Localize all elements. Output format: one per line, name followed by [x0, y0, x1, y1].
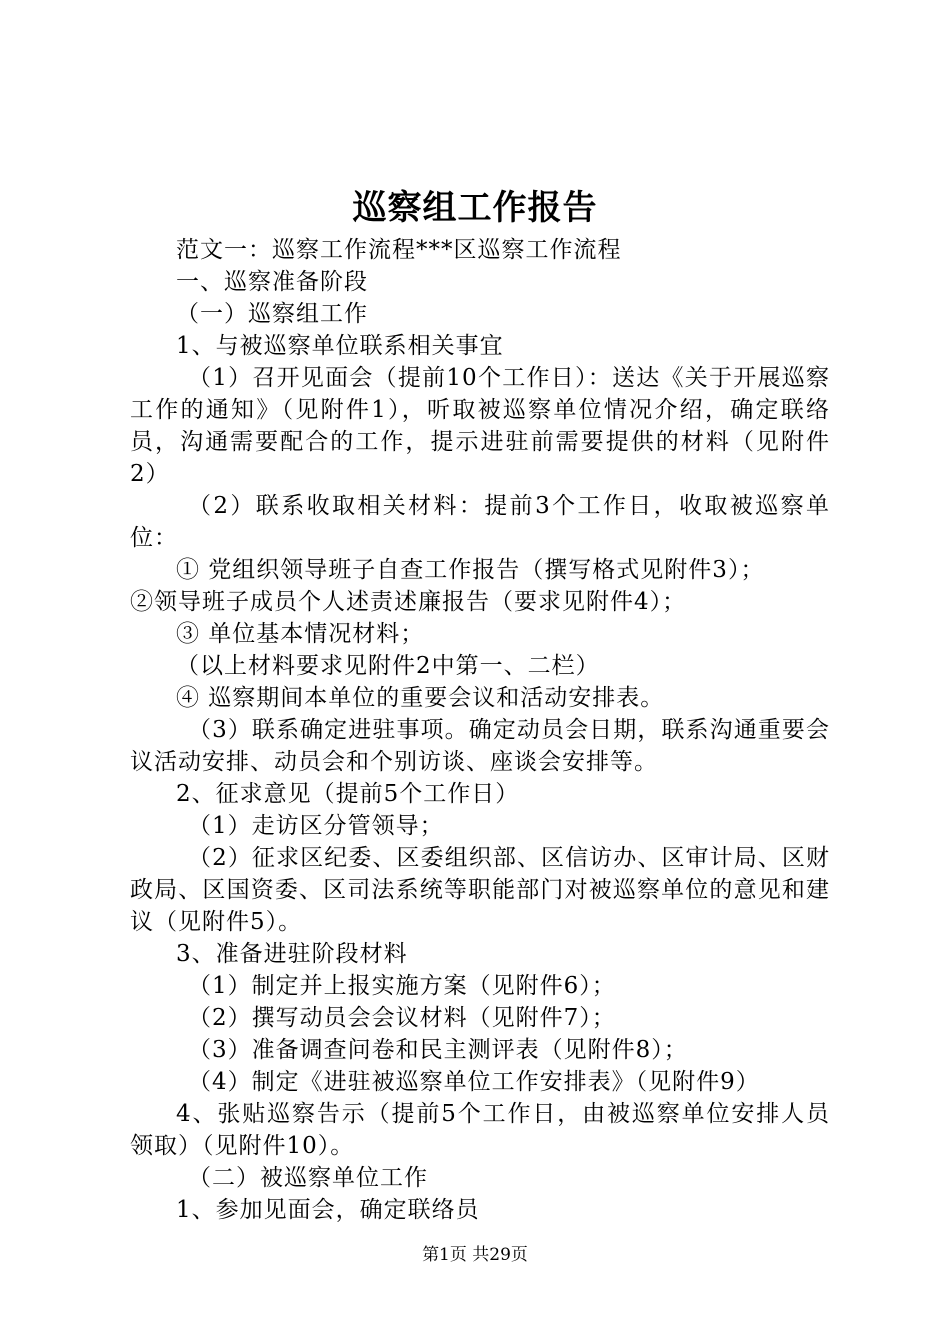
- paragraph: （2）征求区纪委、区委组织部、区信访办、区审计局、区财政局、区国资委、区司法系统等职能部门对被巡察单位的意见和建议（见附件5）。: [130, 845, 830, 935]
- paragraph: ③ 单位基本情况材料；: [176, 621, 425, 647]
- paragraph: ②领导班子成员个人述责述廉报告（要求见附件4）；: [130, 589, 687, 615]
- document-body: [130, 234, 830, 1226]
- paragraph: 一、巡察准备阶段: [176, 269, 368, 295]
- paragraph: （一）巡察组工作: [176, 301, 368, 327]
- paragraph: 3、准备进驻阶段材料: [176, 941, 408, 967]
- paragraph: 2、征求意见（提前5个工作日）: [176, 781, 520, 807]
- paragraph: （3）准备调查问卷和民主测评表（见附件8）；: [188, 1037, 688, 1063]
- paragraph: 1、与被巡察单位联系相关事宜: [176, 333, 504, 359]
- paragraph: 范文一：巡察工作流程***区巡察工作流程: [176, 237, 622, 263]
- paragraph: 4、张贴巡察告示（提前5个工作日，由被巡察单位安排人员领取）（见附件10）。: [130, 1101, 830, 1159]
- paragraph: （1）召开见面会（提前10个工作日）：送达《关于开展巡察工作的通知》（见附件1），听取被巡察单位情况介绍，确定联络员，沟通需要配合的工作，提示进驻前需要提供的材料（见附件2）: [130, 365, 830, 487]
- paragraph: 1、参加见面会，确定联络员: [176, 1197, 480, 1223]
- paragraph: （4）制定《进驻被巡察单位工作安排表》（见附件9）: [188, 1069, 760, 1095]
- paragraph: （2）撰写动员会会议材料（见附件7）；: [188, 1005, 616, 1031]
- paragraph: （1）走访区分管领导；: [188, 813, 444, 839]
- document-title: 巡察组工作报告: [352, 188, 598, 228]
- paragraph: （二）被巡察单位工作: [188, 1165, 428, 1191]
- paragraph: ① 党组织领导班子自查工作报告（撰写格式见附件3）；: [176, 557, 765, 583]
- paragraph: （1）制定并上报实施方案（见附件6）；: [188, 973, 616, 999]
- paragraph: （2）联系收取相关材料：提前3个工作日，收取被巡察单位：: [130, 493, 830, 551]
- page-footer: 第1页 共29页: [422, 1245, 528, 1265]
- paragraph: ④ 巡察期间本单位的重要会议和活动安排表。: [176, 685, 665, 711]
- paragraph: （3）联系确定进驻事项。确定动员会日期，联系沟通重要会议活动安排、动员会和个别访谈、座谈会安排等。: [130, 717, 830, 775]
- paragraph: （以上材料要求见附件2中第一、二栏）: [176, 653, 600, 679]
